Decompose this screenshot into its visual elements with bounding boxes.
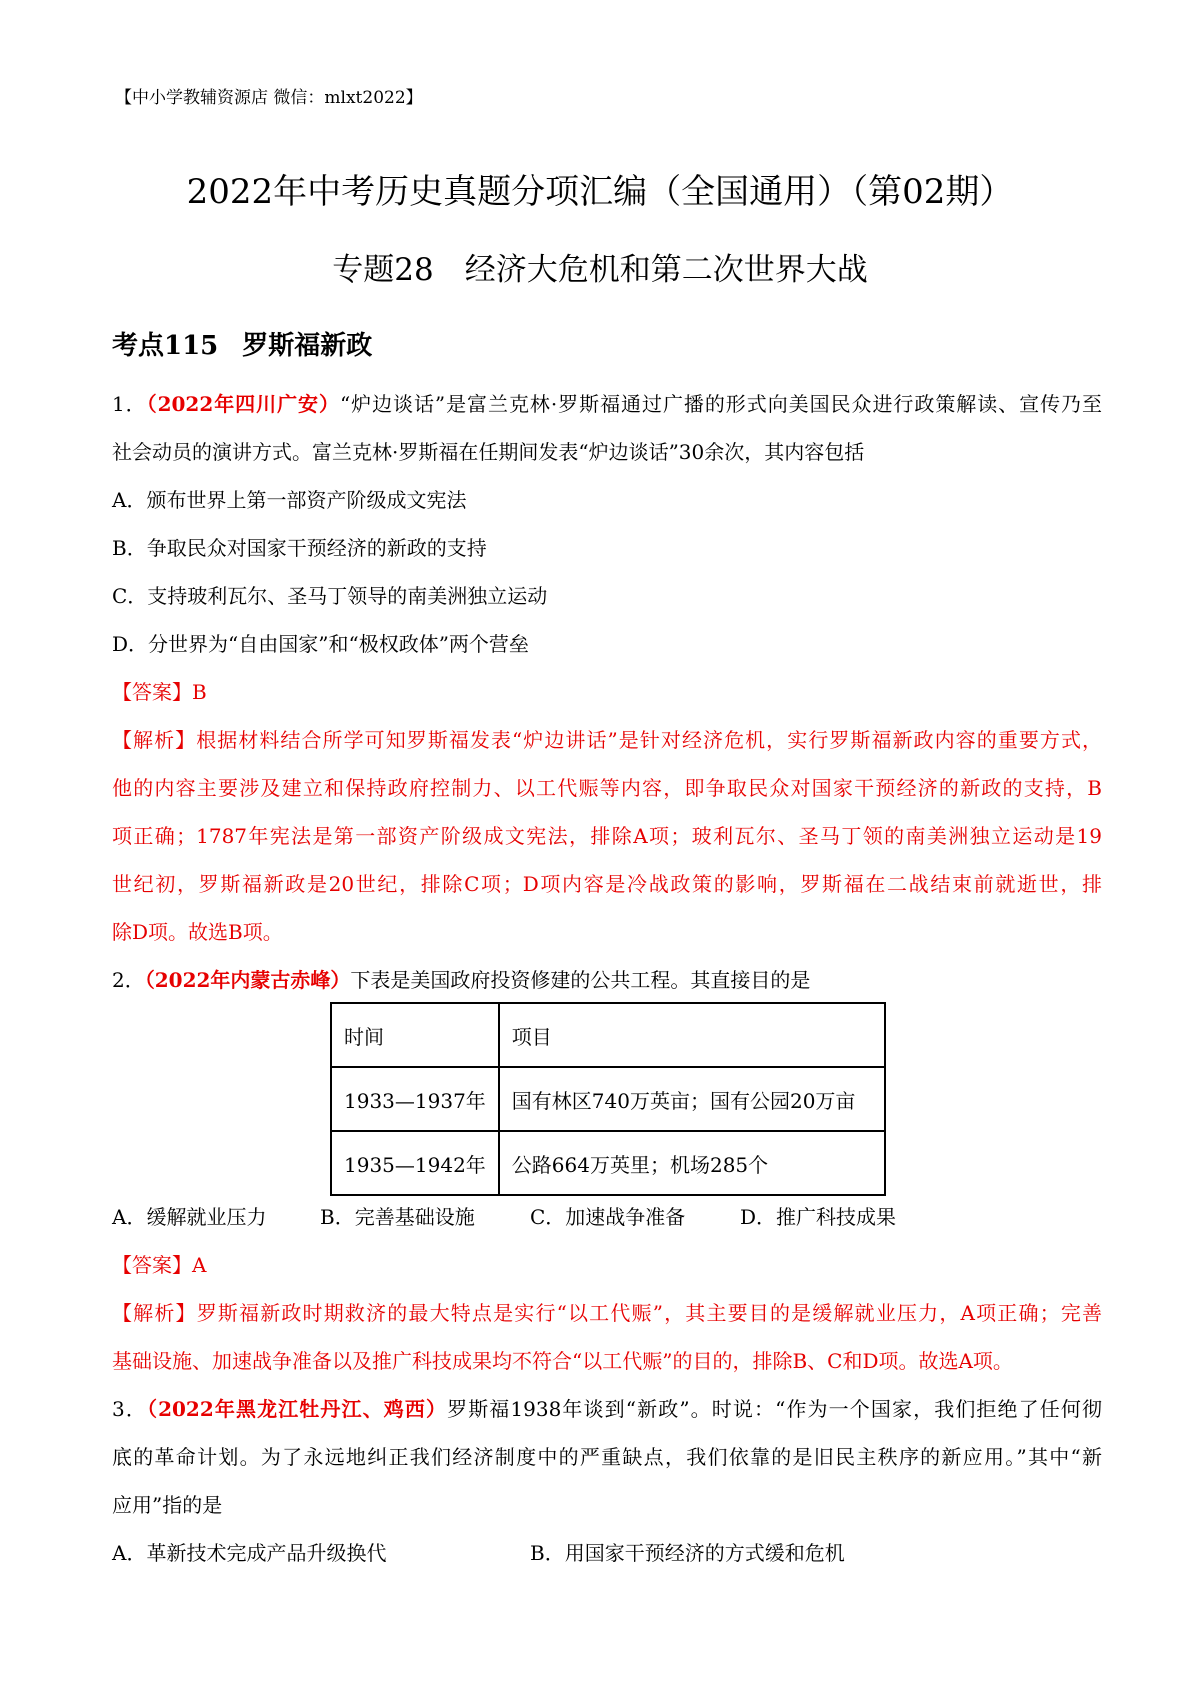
q2-projects-table [330, 1002, 886, 1196]
q3-stem-line-2: 底的革命计划。为了永远地纠正我们经济制度中的严重缺点，我们依靠的是旧民主秩序的新应用。”其中“新 [112, 1445, 1102, 1469]
q3-option-b: B．用国家干预经济的方式缓和危机 [530, 1541, 845, 1565]
q3-number: 3． [112, 1397, 147, 1421]
q1-stem-line-2: 社会动员的演讲方式。富兰克林·罗斯福在任期间发表“炉边谈话”30余次，其内容包括 [112, 440, 865, 464]
q2-analysis-line-2: 基础设施、加速战争准备以及推广科技成果均不符合“以工代赈”的目的，排除B、C和D项。故选A项。 [112, 1349, 1013, 1373]
q1-analysis-line-2: 他的内容主要涉及建立和保持政府控制力、以工代赈等内容，即争取民众对国家干预经济的新政的支持，B [112, 776, 1102, 800]
q1-analysis-line-3: 项正确；1787年宪法是第一部资产阶级成文宪法，排除A项；玻利瓦尔、圣马丁领的南美洲独立运动是19 [112, 824, 1102, 848]
q1-stem-line-1 [112, 389, 1102, 419]
document-subtitle: 专题28 经济大危机和第二次世界大战 [332, 252, 868, 288]
q1-option-a: A．颁布世界上第一部资产阶级成文宪法 [112, 488, 467, 512]
document-title: 2022年中考历史真题分项汇编（全国通用）（第02期） [186, 172, 1014, 212]
q1-option-c: C．支持玻利瓦尔、圣马丁领导的南美洲独立运动 [112, 584, 548, 608]
q2-stem-text: 下表是美国政府投资修建的公共工程。其直接目的是 [350, 968, 811, 992]
q3-option-a: A．革新技术完成产品升级换代 [112, 1541, 387, 1565]
table-row [331, 1067, 885, 1131]
q1-source: （2022年四川广安） [146, 392, 340, 416]
q2-stem [112, 965, 1102, 995]
q1-analysis-line-5: 除D项。故选B项。 [112, 920, 283, 944]
table-cell: 1935—1942年 [331, 1131, 499, 1195]
section-label: 考点115 [112, 331, 219, 361]
table-cell: 公路664万英里；机场285个 [499, 1131, 885, 1195]
table-header-cell: 时间 [331, 1003, 499, 1067]
table-row [331, 1131, 885, 1195]
table-header-row [331, 1003, 885, 1067]
q2-option-a: A．缓解就业压力 [112, 1205, 267, 1229]
q3-source: （2022年黑龙江牡丹江、鸡西） [146, 1397, 448, 1421]
table-cell: 国有林区740万英亩；国有公园20万亩 [499, 1067, 885, 1131]
table-header-cell: 项目 [499, 1003, 885, 1067]
section-heading [112, 328, 372, 364]
q1-option-b: B．争取民众对国家干预经济的新政的支持 [112, 536, 487, 560]
q2-analysis-line-1: 【解析】罗斯福新政时期救济的最大特点是实行“以工代赈”，其主要目的是缓解就业压力，A项正确；完善 [112, 1301, 1102, 1325]
shop-tag: 【中小学教辅资源店 微信：mlxt2022】 [115, 88, 423, 108]
q1-analysis-line-4: 世纪初，罗斯福新政是20世纪，排除C项；D项内容是冷战政策的影响，罗斯福在二战结束前就逝世，排 [112, 872, 1102, 896]
q1-answer: 【答案】B [112, 680, 207, 704]
q3-stem-text-1: 罗斯福1938年谈到“新政”。时说：“作为一个国家，我们拒绝了任何彻 [447, 1397, 1102, 1421]
q2-answer: 【答案】A [112, 1253, 207, 1277]
q2-option-c: C．加速战争准备 [530, 1205, 686, 1229]
q1-stem-text-1: “炉边谈话”是富兰克林·罗斯福通过广播的形式向美国民众进行政策解读、宣传乃至 [339, 392, 1102, 416]
q2-option-b: B．完善基础设施 [320, 1205, 475, 1229]
q1-analysis-line-1: 【解析】根据材料结合所学可知罗斯福发表“炉边讲话”是针对经济危机，实行罗斯福新政内容的重要方式， [112, 728, 1102, 752]
q1-number: 1． [112, 392, 147, 416]
q2-option-d: D．推广科技成果 [740, 1205, 897, 1229]
table-cell: 1933—1937年 [331, 1067, 499, 1131]
q2-source: （2022年内蒙古赤峰） [144, 968, 351, 992]
q3-stem-line-3: 应用”指的是 [112, 1493, 223, 1517]
q3-stem-line-1 [112, 1394, 1102, 1424]
section-name: 罗斯福新政 [242, 331, 373, 361]
q2-number: 2． [112, 968, 145, 992]
q1-option-d: D．分世界为“自由国家”和“极权政体”两个营垒 [112, 632, 529, 656]
